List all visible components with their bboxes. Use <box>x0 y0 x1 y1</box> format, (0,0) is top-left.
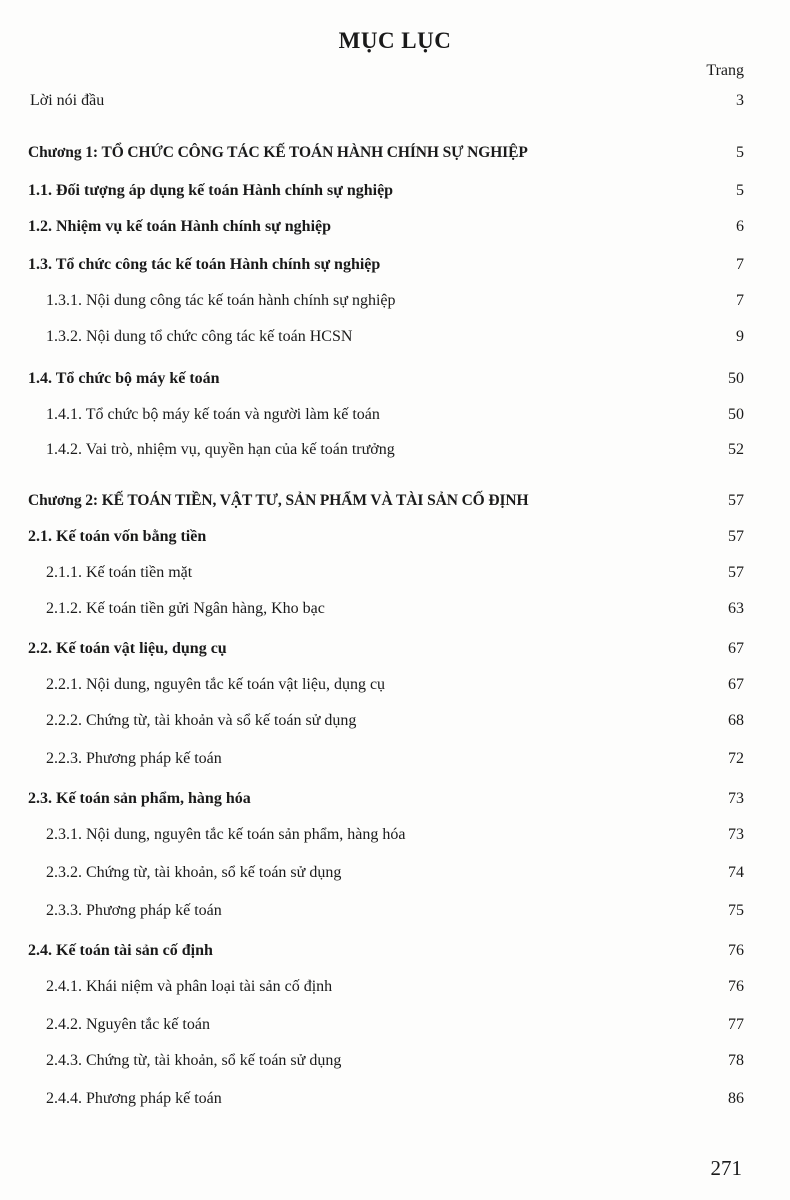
toc-entry-page: 57 <box>728 492 744 509</box>
toc-entry-page: 5 <box>736 144 744 161</box>
toc-entry-page: 73 <box>728 826 744 843</box>
toc-entry-page: 52 <box>728 441 744 458</box>
toc-entry-page: 57 <box>728 564 744 581</box>
toc-entry-page: 76 <box>728 942 744 959</box>
toc-entry <box>0 525 790 549</box>
toc-entry <box>0 215 790 239</box>
toc-entry <box>0 489 790 513</box>
toc-entry <box>0 253 790 277</box>
toc-entry-label: 1.2. Nhiệm vụ kế toán Hành chính sự nghiệp <box>28 218 332 235</box>
toc-entry <box>0 861 790 885</box>
toc-entry-label: 1.1. Đối tượng áp dụng kế toán Hành chính sự nghiệp <box>28 182 394 199</box>
toc-entry-label: 1.4.2. Vai trò, nhiệm vụ, quyền hạn của kế toán trưởng <box>46 441 395 458</box>
toc-entry <box>0 899 790 923</box>
toc-entry-label: 1.3. Tổ chức công tác kế toán Hành chính sự nghiệp <box>28 256 381 273</box>
toc-entry-page: 3 <box>736 92 744 109</box>
toc-entry-page: 7 <box>736 292 744 309</box>
toc-entry-page: 67 <box>728 640 744 657</box>
toc-entry-page: 63 <box>728 600 744 617</box>
toc-entry-label: 2.3.1. Nội dung, nguyên tắc kế toán sản phẩm, hàng hóa <box>46 826 406 843</box>
toc-entry-page: 86 <box>728 1090 744 1107</box>
toc-entry <box>0 367 790 391</box>
toc-entry-label: 2.1.1. Kế toán tiền mặt <box>46 564 193 581</box>
toc-entry <box>0 1087 790 1111</box>
toc-entry-label: 1.4. Tổ chức bộ máy kế toán <box>28 370 220 387</box>
toc-entry-label: 2.3.3. Phương pháp kế toán <box>46 902 222 919</box>
toc-entry <box>0 709 790 733</box>
toc-entry-label: 2.2.3. Phương pháp kế toán <box>46 750 222 767</box>
toc-entry-page: 7 <box>736 256 744 273</box>
toc-entry-label: 2.4.2. Nguyên tắc kế toán <box>46 1016 210 1033</box>
toc-entry-label: Lời nói đầu <box>30 92 105 109</box>
toc-entry <box>0 747 790 771</box>
toc-entry-page: 72 <box>728 750 744 767</box>
toc-entry <box>0 179 790 203</box>
toc-entry <box>0 823 790 847</box>
toc-entry-page: 57 <box>728 528 744 545</box>
toc-entry <box>0 438 790 462</box>
toc-entry-label: 2.3. Kế toán sản phẩm, hàng hóa <box>28 790 251 807</box>
toc-entry-label: 2.1. Kế toán vốn bằng tiền <box>28 528 207 545</box>
toc-entry-page: 76 <box>728 978 744 995</box>
toc-entry-label: 2.4.1. Khái niệm và phân loại tài sản cố định <box>46 978 333 995</box>
toc-entry-label: Chương 2: KẾ TOÁN TIỀN, VẬT TƯ, SẢN PHẨM VÀ TÀI SẢN CỐ ĐỊNH <box>28 492 529 509</box>
toc-entry-page: 75 <box>728 902 744 919</box>
toc-entry-page: 77 <box>728 1016 744 1033</box>
toc-entry-page: 78 <box>728 1052 744 1069</box>
page-column-header: Trang <box>706 62 744 79</box>
toc-entry-page: 50 <box>728 370 744 387</box>
toc-entry-label: 2.4. Kế toán tài sản cố định <box>28 942 213 959</box>
toc-entry-label: 2.1.2. Kế toán tiền gửi Ngân hàng, Kho bạc <box>46 600 325 617</box>
toc-entry-label: 1.3.2. Nội dung tổ chức công tác kế toán HCSN <box>46 328 353 345</box>
toc-entry-page: 67 <box>728 676 744 693</box>
toc-entry <box>0 787 790 811</box>
toc-entry-label: 2.2.2. Chứng từ, tài khoản và sổ kế toán sử dụng <box>46 712 357 729</box>
toc-entry <box>0 1049 790 1073</box>
toc-entry-label: Chương 1: TỔ CHỨC CÔNG TÁC KẾ TOÁN HÀNH CHÍNH SỰ NGHIỆP <box>28 144 528 161</box>
toc-entry <box>0 673 790 697</box>
toc-entry <box>0 637 790 661</box>
page-number: 271 <box>710 1156 742 1180</box>
toc-entry <box>0 939 790 963</box>
toc-entry-label: 1.4.1. Tổ chức bộ máy kế toán và người làm kế toán <box>46 406 380 423</box>
toc-entry-page: 74 <box>728 864 744 881</box>
toc-entry-page: 73 <box>728 790 744 807</box>
toc-entry-label: 2.4.4. Phương pháp kế toán <box>46 1090 222 1107</box>
toc-entry <box>0 89 790 113</box>
toc-entry-page: 5 <box>736 182 744 199</box>
toc-entry <box>0 403 790 427</box>
toc-entry-page: 9 <box>736 328 744 345</box>
toc-entry-label: 1.3.1. Nội dung công tác kế toán hành chính sự nghiệp <box>46 292 396 309</box>
toc-entry-page: 50 <box>728 406 744 423</box>
toc-entry-label: 2.3.2. Chứng từ, tài khoản, sổ kế toán sử dụng <box>46 864 342 881</box>
toc-entry <box>0 325 790 349</box>
toc-entry-label: 2.4.3. Chứng từ, tài khoản, sổ kế toán sử dụng <box>46 1052 342 1069</box>
toc-entry <box>0 141 790 165</box>
page-title: MỤC LỤC <box>338 28 452 53</box>
toc-entry <box>0 561 790 585</box>
toc-entry <box>0 1013 790 1037</box>
toc-entry-label: 2.2. Kế toán vật liệu, dụng cụ <box>28 640 227 657</box>
toc-entry <box>0 597 790 621</box>
toc-entry <box>0 289 790 313</box>
toc-entry-label: 2.2.1. Nội dung, nguyên tắc kế toán vật liệu, dụng cụ <box>46 676 386 693</box>
toc-entry <box>0 975 790 999</box>
toc-entry-page: 6 <box>736 218 744 235</box>
toc-entry-page: 68 <box>728 712 744 729</box>
